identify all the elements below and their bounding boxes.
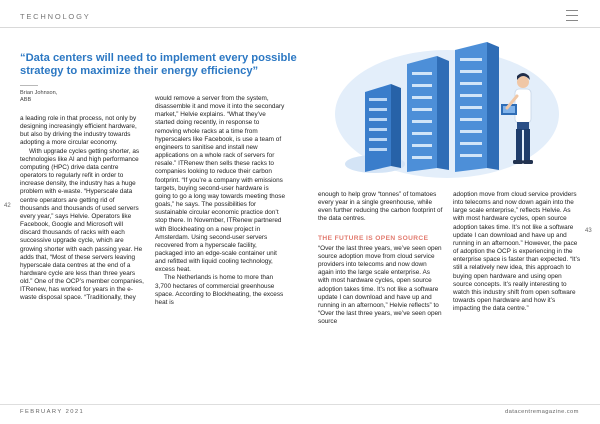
quote-divider	[20, 85, 38, 86]
header-divider	[0, 27, 600, 28]
quote-author: Brian Johnson,	[20, 90, 58, 96]
server-rack-icon	[365, 84, 401, 172]
paragraph: enough to help grow “tonnes” of tomatoes every year in a single greenhouse, while even further reducing the carbon footprint of the data centres.	[318, 191, 443, 223]
paragraph: would remove a server from the system, disassemble it and move it into the secondary market,” Helvie explains. “What they’ve started doing recently, in response to removing whole racks at a time from hyperscalers like Facebook, is use a team of engineers to sanitise and install new applications on a whole rack of servers for resale.” ITRenew then sells these racks to companies looking to reduce their carbon footprint. “If you’re a company with emissions targets, buying second-user hardware is going to go a long way towards meeting those goals,” he says. The possibilities for sustainable circular economic practice don’t stop there. In November, ITRenew partnered with Blockheating on a new project in Amsterdam. Using second-user servers recovered from a hyperscale facility, packaged into an edge-scale container unit and refitted with liquid cooling technology, excess heat.	[155, 95, 286, 274]
pull-quote: “Data centers will need to implement every possible strategy to maximize their energy efficiency”	[20, 52, 297, 77]
article-column-2	[155, 95, 286, 307]
paragraph: The Netherlands is home to more than 3,700 hectares of commercial greenhouse space. According to Blockheating, the excess heat is	[155, 274, 284, 306]
server-rack-icon	[407, 56, 449, 172]
quote-byline	[20, 90, 57, 104]
section-label: TECHNOLOGY	[20, 12, 91, 21]
quote-company: ABB	[20, 97, 32, 103]
server-racks-engineer-illustration	[327, 34, 585, 180]
footer-issue-date: FEBRUARY 2021	[20, 409, 85, 415]
paragraph: a leading role in that process, not only by designing increasingly efficient hardware, but also by driving the industry towards adopting a more circular economy.	[20, 115, 137, 147]
article-column-4	[453, 191, 581, 313]
page-number-left: 42	[4, 203, 11, 209]
footer-site-link[interactable]: datacentremagazine.com	[505, 409, 579, 415]
article-column-1	[20, 115, 144, 303]
paragraph: With upgrade cycles getting shorter, as technologies like AI and high performance computing (HPC) drive data centre operators to regularly refit in order to increase density, the industry has a huge problem with e-waste. “Hyperscale data centre operators are getting rid of thousands and thousands of used servers every year,” says Helvie. Operators like Facebook, Google and Microsoft will discard thousands of racks with each successive upgrade cycle, which are growing shorter with each passing year. He adds that, “Most of these servers leaving hyperscale data centres at the end of a hardware cycle are less than three years old.” One of the OCP’s member companies, ITRenew, has worked for years in the e-waste disposal space. “Traditionally, they	[20, 147, 144, 302]
paragraph: adoption move from cloud service providers into telecoms and now down again into the large scale enterprise,” reflects Helvie. As with most hardware cycles, open source adoption takes time. It’s not like a software update I can download and have up and running in an afternoon.” However, the pace of adoption the OCP is experiencing in the enterprise space is faster than expected. “It’s still a relatively new idea, this approach to buying open hardware and using open source concepts. It’s really interesting to watch this industry shift from open software towards open hardware and how it’s impacting the data centre.”	[453, 191, 581, 313]
footer-divider	[0, 404, 600, 405]
article-column-3	[318, 191, 443, 326]
hamburger-menu-icon[interactable]	[566, 10, 578, 21]
server-rack-icon	[455, 42, 499, 172]
page-number-right: 43	[585, 228, 592, 234]
section-subheading: THE FUTURE IS OPEN SOURCE	[318, 234, 429, 242]
paragraph: “Over the last three years, we’ve seen open source adoption move from cloud service providers into telecoms and now down again into the large scale enterprise. As with most hardware cycles, open source adoption takes time. It’s not like a software update I can download and have up and running in an afternoon,” Helvie reflects” to “Over the last three years, we’ve seen open source	[318, 244, 442, 326]
